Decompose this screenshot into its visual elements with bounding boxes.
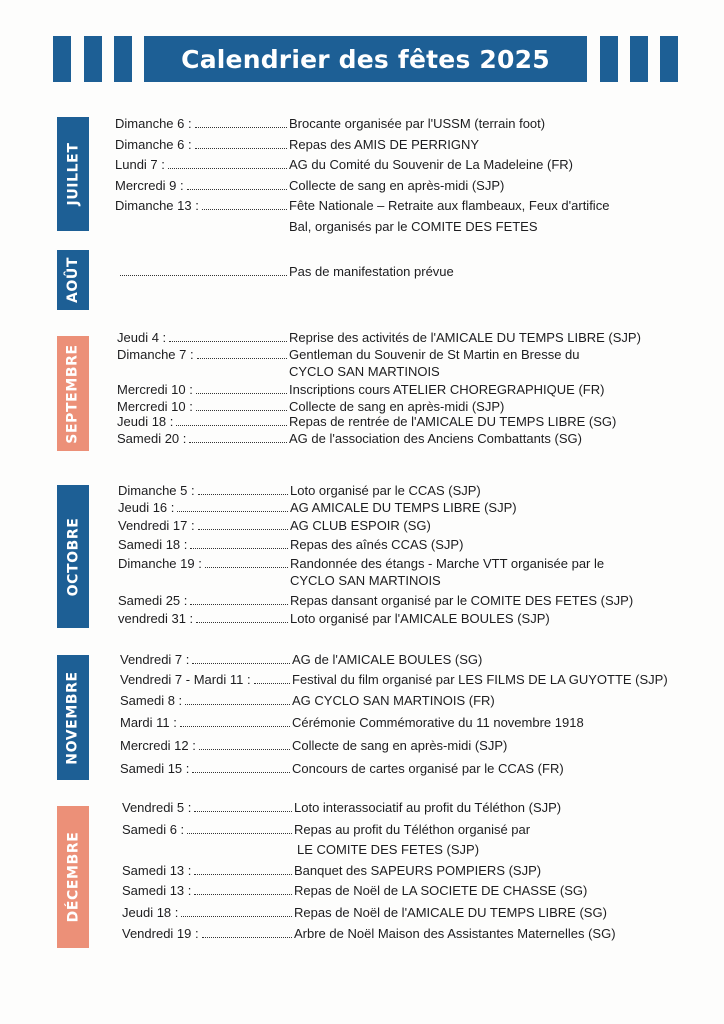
event-date: Jeudi 18 :	[122, 905, 179, 920]
event-row	[117, 330, 641, 346]
dotted-leader	[168, 168, 287, 169]
event-row	[120, 715, 584, 731]
event-description: AG du Comité du Souvenir de La Madeleine (FR)	[289, 157, 573, 172]
dotted-leader	[202, 937, 292, 938]
event-date: Mercredi 9 :	[115, 178, 184, 193]
event-description: Loto interassociatif au profit du Téléthon (SJP)	[294, 800, 562, 815]
event-description: Repas de Noël de l'AMICALE DU TEMPS LIBRE (SG)	[294, 905, 607, 920]
dotted-leader	[194, 894, 292, 895]
dotted-leader	[190, 604, 288, 605]
dotted-leader	[196, 393, 287, 394]
event-description: Pas de manifestation prévue	[289, 264, 454, 279]
event-description: CYCLO SAN MARTINOIS	[289, 364, 440, 379]
event-description: AG de l'AMICALE BOULES (SG)	[292, 652, 483, 667]
event-row	[117, 431, 582, 447]
dotted-leader	[190, 548, 288, 549]
event-date: Samedi 15 :	[120, 761, 190, 776]
dotted-leader	[205, 567, 288, 568]
dotted-leader	[198, 494, 288, 495]
event-description: Brocante organisée par l'USSM (terrain foot)	[289, 116, 546, 131]
event-date: Vendredi 19 :	[122, 926, 199, 941]
event-row	[115, 198, 610, 214]
event-row	[122, 926, 616, 942]
header-banner	[0, 36, 724, 82]
event-row	[117, 347, 580, 363]
event-row	[122, 822, 531, 838]
event-row	[122, 863, 542, 879]
event-description: Repas de rentrée de l'AMICALE DU TEMPS LIBRE (SG)	[289, 414, 617, 429]
dotted-leader	[192, 772, 290, 773]
month-tab-novembre: NOVEMBRE	[57, 655, 89, 780]
event-row	[117, 399, 505, 415]
event-description: Repas de Noël de LA SOCIETE DE CHASSE (SG)	[294, 883, 588, 898]
event-row	[115, 137, 480, 153]
header-stripe	[630, 36, 648, 82]
event-description: AG CLUB ESPOIR (SG)	[290, 518, 431, 533]
event-description: Festival du film organisé par LES FILMS DE LA GUYOTTE (SJP)	[292, 672, 668, 687]
header-stripe	[600, 36, 618, 82]
event-date: Samedi 8 :	[120, 693, 183, 708]
event-date: Mercredi 10 :	[117, 399, 193, 414]
event-row	[115, 157, 573, 173]
event-date: Dimanche 13 :	[115, 198, 199, 213]
header-stripe	[84, 36, 102, 82]
event-row	[118, 518, 431, 534]
event-row	[117, 414, 617, 430]
event-description: LE COMITE DES FETES (SJP)	[297, 842, 480, 857]
event-row	[120, 672, 668, 688]
event-description: Gentleman du Souvenir de St Martin en Bresse du	[289, 347, 580, 362]
event-row	[118, 556, 605, 572]
dotted-leader	[195, 127, 287, 128]
event-description: Repas des aînés CCAS (SJP)	[290, 537, 464, 552]
month-tab-septembre: SEPTEMBRE	[57, 336, 89, 451]
dotted-leader	[176, 425, 287, 426]
event-date: Mardi 11 :	[120, 715, 177, 730]
dotted-leader	[187, 833, 292, 834]
event-row	[118, 500, 517, 516]
event-description: Loto organisé par le CCAS (SJP)	[290, 483, 481, 498]
event-date: Vendredi 7 - Mardi 11 :	[120, 672, 251, 687]
event-row	[117, 382, 605, 398]
event-description: Repas au profit du Téléthon organisé par	[294, 822, 531, 837]
event-description: AG de l'association des Anciens Combattants (SG)	[289, 431, 582, 446]
event-date: Dimanche 19 :	[118, 556, 202, 571]
event-date: Dimanche 5 :	[118, 483, 195, 498]
event-date: Jeudi 18 :	[117, 414, 174, 429]
event-date: Jeudi 16 :	[118, 500, 175, 515]
event-date: Jeudi 4 :	[117, 330, 167, 345]
event-date: Samedi 25 :	[118, 593, 188, 608]
dotted-leader	[169, 341, 287, 342]
dotted-leader	[202, 209, 287, 210]
event-description: Loto organisé par l'AMICALE BOULES (SJP)	[290, 611, 550, 626]
dotted-leader	[199, 749, 290, 750]
event-row	[115, 178, 505, 194]
event-date: Mercredi 12 :	[120, 738, 196, 753]
event-description: CYCLO SAN MARTINOIS	[290, 573, 441, 588]
event-date: Mercredi 10 :	[117, 382, 193, 397]
header-stripe	[53, 36, 71, 82]
dotted-leader	[181, 916, 292, 917]
dotted-leader	[120, 275, 287, 276]
event-date: Samedi 13 :	[122, 863, 192, 878]
event-date: Samedi 13 :	[122, 883, 192, 898]
event-description: Bal, organisés par le COMITE DES FETES	[289, 219, 538, 234]
event-date: Samedi 18 :	[118, 537, 188, 552]
event-date: Dimanche 7 :	[117, 347, 194, 362]
month-tab-aout: AOÛT	[57, 250, 89, 310]
event-description: Collecte de sang en après-midi (SJP)	[289, 399, 505, 414]
event-description: Arbre de Noël Maison des Assistantes Maternelles (SG)	[294, 926, 616, 941]
event-description: Collecte de sang en après-midi (SJP)	[289, 178, 505, 193]
dotted-leader	[195, 148, 287, 149]
event-row	[120, 738, 508, 754]
event-description: Repas dansant organisé par le COMITE DES FETES (SJP)	[290, 593, 634, 608]
event-date: vendredi 31 :	[118, 611, 194, 626]
event-date: Vendredi 17 :	[118, 518, 195, 533]
event-date: Vendredi 7 :	[120, 652, 190, 667]
dotted-leader	[254, 683, 290, 684]
event-description: Cérémonie Commémorative du 11 novembre 1918	[292, 715, 584, 730]
dotted-leader	[192, 663, 290, 664]
event-row	[118, 593, 634, 609]
event-description: Inscriptions cours ATELIER CHOREGRAPHIQUE (FR)	[289, 382, 605, 397]
event-description: Randonnée des étangs - Marche VTT organisée par le	[290, 556, 605, 571]
event-row	[122, 883, 588, 899]
month-tab-octobre: OCTOBRE	[57, 485, 89, 628]
event-row	[122, 800, 562, 816]
event-description: AG AMICALE DU TEMPS LIBRE (SJP)	[290, 500, 517, 515]
dotted-leader	[198, 529, 288, 530]
event-date: Dimanche 6 :	[115, 137, 192, 152]
dotted-leader	[196, 410, 287, 411]
event-description: Repas des AMIS DE PERRIGNY	[289, 137, 480, 152]
event-description: Collecte de sang en après-midi (SJP)	[292, 738, 508, 753]
dotted-leader	[196, 622, 288, 623]
event-row	[122, 905, 607, 921]
dotted-leader	[197, 358, 287, 359]
page-title: Calendrier des fêtes 2025	[144, 36, 587, 82]
event-description: Banquet des SAPEURS POMPIERS (SJP)	[294, 863, 542, 878]
event-date: Samedi 20 :	[117, 431, 187, 446]
event-row	[120, 761, 564, 777]
header-stripe	[660, 36, 678, 82]
dotted-leader	[194, 874, 292, 875]
dotted-leader	[180, 726, 290, 727]
dotted-leader	[189, 442, 287, 443]
event-description: Reprise des activités de l'AMICALE DU TEMPS LIBRE (SJP)	[289, 330, 641, 345]
event-row	[120, 652, 483, 668]
event-date: Lundi 7 :	[115, 157, 165, 172]
event-date: Vendredi 5 :	[122, 800, 192, 815]
event-description: Fête Nationale – Retraite aux flambeaux, Feux d'artifice	[289, 198, 610, 213]
dotted-leader	[177, 511, 288, 512]
event-row	[118, 611, 550, 627]
dotted-leader	[185, 704, 290, 705]
header-stripe	[114, 36, 132, 82]
event-row	[118, 483, 481, 499]
event-row	[115, 116, 546, 132]
event-row	[118, 537, 464, 553]
dotted-leader	[194, 811, 292, 812]
month-tab-juillet: JUILLET	[57, 117, 89, 231]
event-date: Dimanche 6 :	[115, 116, 192, 131]
event-description: Concours de cartes organisé par le CCAS (FR)	[292, 761, 564, 776]
event-row	[120, 693, 495, 709]
event-description: AG CYCLO SAN MARTINOIS (FR)	[292, 693, 495, 708]
dotted-leader	[187, 189, 287, 190]
event-date: Samedi 6 :	[122, 822, 185, 837]
month-tab-decembre: DÉCEMBRE	[57, 806, 89, 948]
